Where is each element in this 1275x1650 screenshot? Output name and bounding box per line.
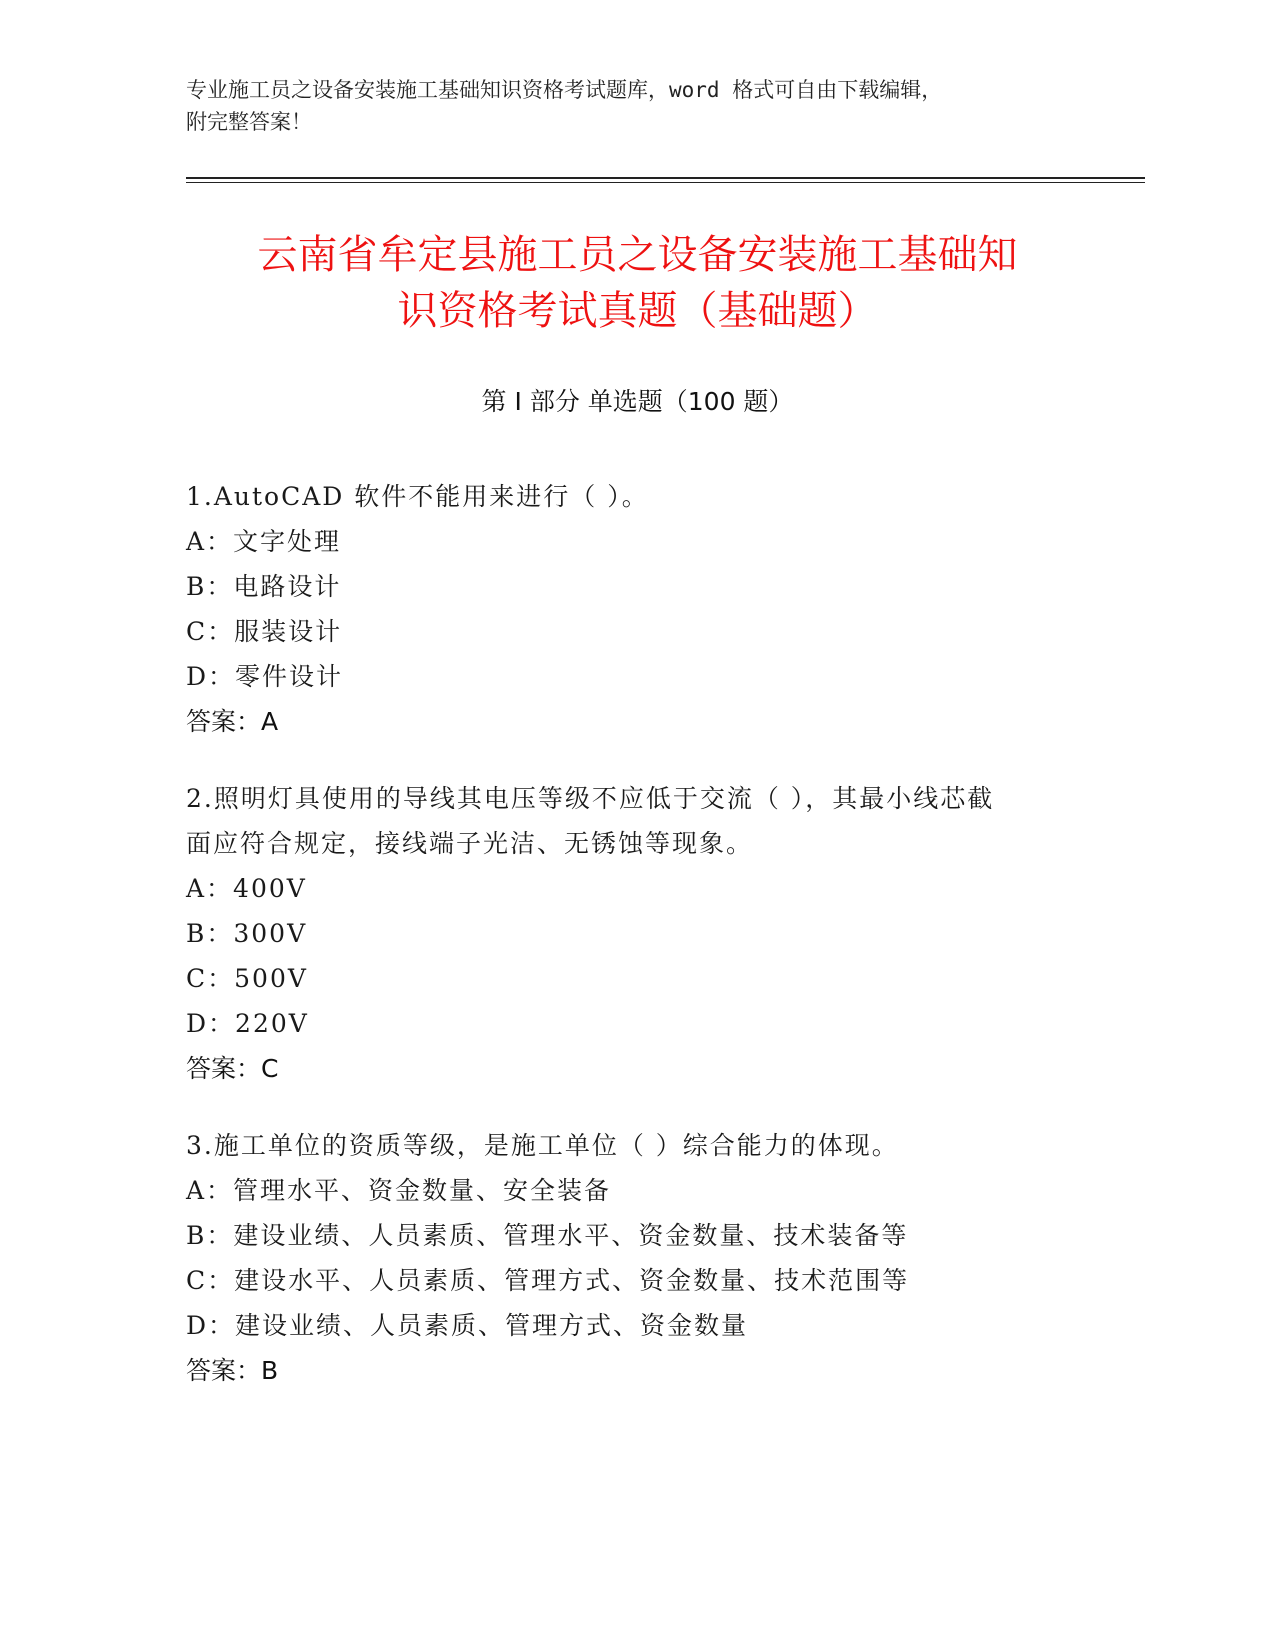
question-stem: 2.照明灯具使用的导线其电压等级不应低于交流（ ），其最小线芯截 xyxy=(186,784,995,813)
option-d: D：220V xyxy=(186,1009,309,1038)
answer-label: 答案：B xyxy=(186,1356,279,1385)
option-a: A：文字处理 xyxy=(186,527,342,556)
option-b: B：300V xyxy=(186,919,308,948)
answer-label: 答案：C xyxy=(186,1054,279,1083)
option-c: C：500V xyxy=(186,964,308,993)
question-stem: 1.AutoCAD 软件不能用来进行（ ）。 xyxy=(186,482,649,511)
question-stem: 3.施工单位的资质等级，是施工单位（ ）综合能力的体现。 xyxy=(186,1131,899,1160)
option-b: B：电路设计 xyxy=(186,572,342,601)
option-a: A：管理水平、资金数量、安全装备 xyxy=(186,1176,612,1205)
option-c: C：服装设计 xyxy=(186,617,343,646)
document-title xyxy=(150,227,1125,339)
header-note-line: 专业施工员之设备安装施工基础知识资格考试题库，word 格式可自由下载编辑， xyxy=(186,78,943,102)
option-b: B：建设业绩、人员素质、管理水平、资金数量、技术装备等 xyxy=(186,1221,909,1250)
question-item xyxy=(186,776,1086,1091)
document-title-line: 云南省牟定县施工员之设备安装施工基础知 xyxy=(257,231,1018,278)
document-title-line: 识资格考试真题（基础题） xyxy=(397,287,878,334)
header-divider-thin xyxy=(186,182,1145,183)
question-list xyxy=(186,474,1086,1425)
section-title: 第 I 部分 单选题（100 题） xyxy=(481,387,794,416)
header-note xyxy=(186,74,1086,138)
question-item xyxy=(186,1123,1086,1393)
question-item xyxy=(186,474,1086,744)
option-d: D：零件设计 xyxy=(186,662,344,691)
option-d: D：建设业绩、人员素质、管理方式、资金数量 xyxy=(186,1311,749,1340)
option-c: C：建设水平、人员素质、管理方式、资金数量、技术范围等 xyxy=(186,1266,910,1295)
header-divider xyxy=(186,177,1145,179)
option-a: A：400V xyxy=(186,874,307,903)
answer-label: 答案：A xyxy=(186,707,279,736)
header-note-line: 附完整答案！ xyxy=(186,110,312,134)
question-stem-continued: 面应符合规定，接线端子光洁、无锈蚀等现象。 xyxy=(186,829,754,858)
